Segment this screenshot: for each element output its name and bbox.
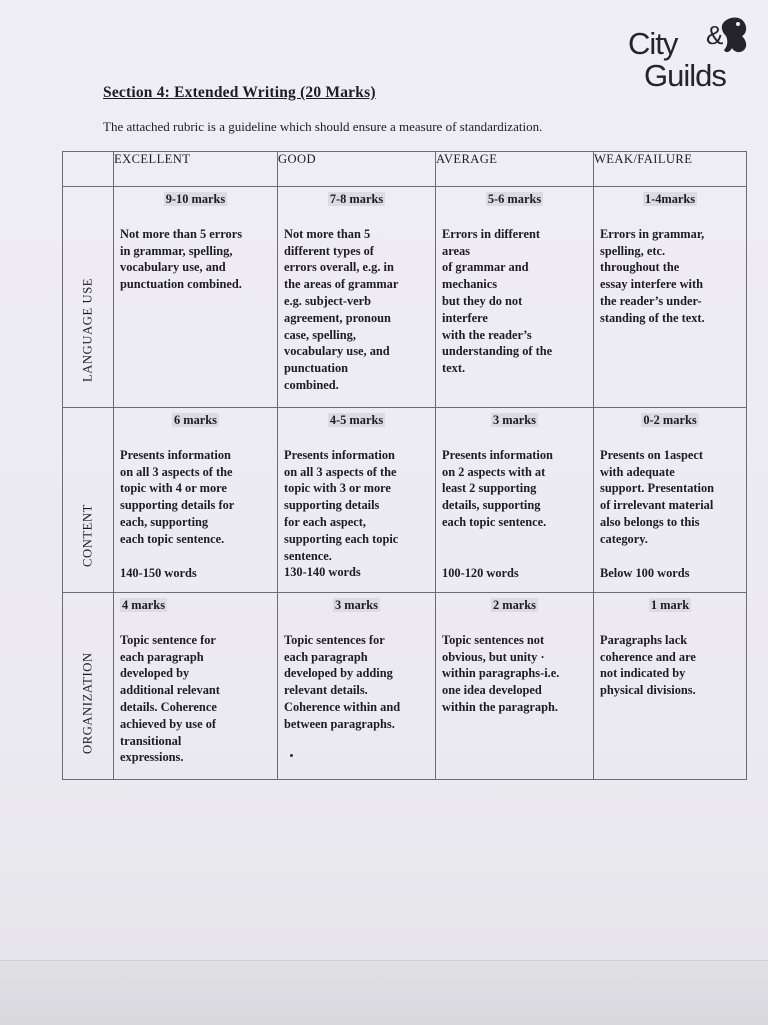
rubric-row-content <box>63 408 747 593</box>
rubric-cell <box>278 408 436 593</box>
logo-city-text: City <box>628 26 678 61</box>
row-label-organization: ORGANIZATION <box>80 652 95 754</box>
column-header-good: GOOD <box>278 152 436 187</box>
marks-label: 3 marks <box>334 598 379 612</box>
rubric-row-organization <box>63 593 747 780</box>
marks-label: 9-10 marks <box>165 192 226 206</box>
criteria-text: Presents information on all 3 aspects of the topic with 3 or more supporting details for each aspect, supporting each topic sentence. <box>284 447 399 563</box>
word-count-text: Below 100 words <box>600 565 690 580</box>
scan-bottom-edge <box>0 960 768 1025</box>
intro-text: The attached rubric is a guideline which should ensure a measure of standardization. <box>103 119 543 134</box>
rubric-table <box>62 151 747 780</box>
criteria-text: Topic sentences for each paragraph developed by adding relevant details. Coherence within and between paragraphs. <box>284 632 401 731</box>
row-label-cell <box>63 408 114 593</box>
column-header-excellent: EXCELLENT <box>114 152 278 187</box>
rubric-cell <box>436 408 594 593</box>
word-count-text: 140-150 words <box>120 565 197 580</box>
row-label-content: CONTENT <box>80 504 95 567</box>
criteria-text: Paragraphs lack coherence and are not indicated by physical divisions. <box>600 632 696 698</box>
rubric-cell <box>594 408 747 593</box>
column-header-average: AVERAGE <box>436 152 594 187</box>
section-title: Section 4: Extended Writing (20 Marks) <box>103 84 376 101</box>
row-label-language-use: LANGUAGE USE <box>80 277 95 382</box>
logo-ampersand: & <box>706 20 724 50</box>
rubric-cell <box>594 187 747 408</box>
corner-cell <box>63 152 114 187</box>
marks-label: 3 marks <box>492 413 537 427</box>
rubric-cell <box>594 593 747 780</box>
rubric-header-row <box>63 152 747 187</box>
criteria-text: Errors in different areas of grammar and mechanics but they do not interfere with the reader’s understanding of the text. <box>442 226 553 376</box>
city-and-guilds-logo <box>626 18 750 96</box>
rubric-row-language-use <box>63 187 747 408</box>
marks-label: 4-5 marks <box>329 413 384 427</box>
criteria-text: Topic sentence for each paragraph developed by additional relevant details. Coherence achieved by use of transitional expressions. <box>120 632 220 765</box>
rubric-cell <box>278 187 436 408</box>
marks-label: 7-8 marks <box>329 192 384 206</box>
marks-label: 1 mark <box>650 598 690 612</box>
word-count-text: 100-120 words <box>442 565 519 580</box>
marks-label: 6 marks <box>173 413 218 427</box>
marks-label: 2 marks <box>492 598 537 612</box>
row-label-cell <box>63 187 114 408</box>
rubric-cell <box>278 593 436 780</box>
column-header-weak-failure: WEAK/FAILURE <box>594 152 747 187</box>
marks-label: 4 marks <box>122 598 166 612</box>
criteria-text: Presents information on all 3 aspects of the topic with 4 or more supporting details for each, supporting each topic sentence. <box>120 447 235 546</box>
rubric-cell <box>114 408 278 593</box>
rubric-cell <box>114 187 278 408</box>
criteria-text: Not more than 5 errors in grammar, spelling, vocabulary use, and punctuation combined. <box>120 226 243 292</box>
criteria-text: Topic sentences not obvious, but unity · within paragraphs-i.e. one idea developed within the paragraph. <box>442 632 560 714</box>
word-count-text: 130-140 words <box>284 565 361 580</box>
rubric-cell <box>436 593 594 780</box>
criteria-text: Presents on 1aspect with adequate support. Presentation of irrelevant material also belongs to this category. <box>600 447 715 546</box>
marks-label: 0-2 marks <box>643 413 697 427</box>
stray-dot-mark <box>290 754 293 757</box>
logo-guilds-text: Guilds <box>644 58 726 93</box>
criteria-text: Presents information on 2 aspects with at least 2 supporting details, supporting each topic sentence. <box>442 447 553 529</box>
marks-label: 5-6 marks <box>487 192 542 206</box>
criteria-text: Not more than 5 different types of errors overall, e.g. in the areas of grammar e.g. subject-verb agreement, pronoun case, spelling, vocabulary use, and punctuation combined. <box>284 226 399 392</box>
criteria-text: Errors in grammar, spelling, etc. throughout the essay interfere with the reader’s under- standing of the text. <box>600 226 705 325</box>
rubric-cell <box>114 593 278 780</box>
rubric-cell <box>436 187 594 408</box>
row-label-cell <box>63 593 114 780</box>
marks-label: 1-4marks <box>644 192 696 206</box>
lion-emblem-icon <box>702 14 752 64</box>
